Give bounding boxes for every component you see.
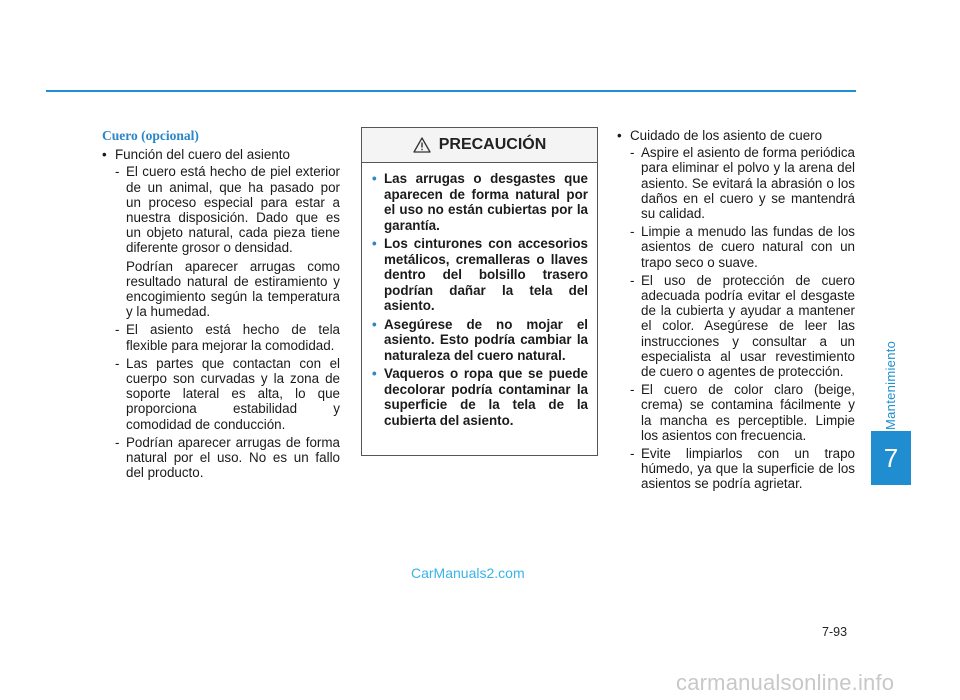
list-item-text: Evite limpiarlos con un trapo húmedo, ya que la superficie de los asientos se podría agrietar. [641,446,855,492]
caution-title: PRECAUCIÓN [438,136,547,153]
list-item-text: Limpie a menudo las fundas de los asientos de cuero natural con un trapo seco o suave. [641,224,855,270]
list-item-text: El cuero de color claro (beige, crema) se contamina fácilmente y la mancha es perceptible. Limpie los asientos con frecuencia. [641,382,855,443]
bullet-heading: • Cuidado de los asiento de cuero [617,128,855,143]
list-item [102,435,340,481]
caution-header [362,128,597,163]
list-item: - El cuero de color claro (beige, crema) se contamina fácilmente y la mancha es perceptible. Limpie los asientos con frecuencia. [630,382,855,443]
caution-item-text: Las arrugas o desgastes que aparecen de forma natural por el uso no están cubiertas por la garantía. [384,171,588,233]
caution-item: • Vaqueros o ropa que se puede decolorar podría contaminar la superficie de la tela de la cubierta del asiento. [372,366,588,428]
bullet-heading: • Función del cuero del asiento [102,147,340,162]
caution-item-text: Vaqueros o ropa que se puede decolorar podría contaminar la superficie de la tela de la cubierta del asiento. [384,366,588,428]
list-item-text: Las partes que contactan con el cuerpo son curvadas y la zona de soporte lateral es alta, lo que proporciona estabilidad y comodidad de conducción. [126,355,340,432]
caution-item: • Asegúrese de no mojar el asiento. Esto podría cambiar la naturaleza del cuero natural. [372,316,588,363]
list-item: - Aspire el asiento de forma periódica para eliminar el polvo y la arena del asiento. Se evitará la abrasión o los daños en el cuero y se mantendrá su calidad. [630,145,855,222]
list-item-text: El asiento está hecho de tela flexible para mejorar la comodidad. [126,322,340,353]
list-item-text: El cuero está hecho de piel exterior de un animal, que ha pasado por un proceso especial para estar a nuestra disposición. Dado que es un objeto natural, cada pieza tiene diferente grosor o densidad. [126,164,340,256]
list-item [102,322,340,352]
chapter-side-label: Mantenimiento [883,340,898,430]
chapter-number-tab: 7 [871,431,911,485]
dash-marker: - [115,434,120,450]
dash-marker: - [115,322,120,338]
page-number: 7-93 [822,625,848,639]
section-title: Cuero (opcional) [102,128,199,143]
right-column [617,128,855,495]
list-item-text: Aspire el asiento de forma periódica para eliminar el polvo y la arena del asiento. Se evitará la abrasión o los daños en el cuero y se mantendrá su calidad. [641,145,855,222]
list-item: - Evite limpiarlos con un trapo húmedo, ya que la superficie de los asientos se podría agrietar. [630,446,855,492]
caution-item: • Los cinturones con accesorios metálicos, cremalleras o llaves dentro del bolsillo trasero podrían dañar la tela del asiento. [372,236,588,313]
list-item-text: El uso de protección de cuero adecuada podría evitar el desgaste de la cubierta y ayudar a mantener el color. Asegúrese de leer las instrucciones y consultar a un especialista al usar revestimiento de cuero o agentes de protección. [641,272,855,380]
list-item [102,356,340,432]
list-item-text: Podrían aparecer arrugas como resultado natural de estiramiento y encogimiento según la temperatura y la humedad. [126,258,340,320]
caution-item: • Las arrugas o desgastes que aparecen de forma natural por el uso no están cubiertas por la garantía. [372,171,588,233]
list-item: - El uso de protección de cuero adecuada podría evitar el desgaste de la cubierta y ayudar a mantener el color. Asegúrese de leer las instrucciones y consultar a un especialista al usar revestimiento de cuero o agentes de protección. [630,272,855,380]
list-item-text: Podrían aparecer arrugas de forma natural por el uso. No es un fallo del producto. [126,434,340,481]
list-item: - Limpie a menudo las fundas de los asientos de cuero natural con un trapo seco o suave. [630,224,855,270]
left-column [102,128,340,483]
site-watermark: carmanualsonline.info [676,670,895,695]
warning-triangle-icon [413,137,431,153]
list-item [102,164,340,255]
caution-list [362,163,597,428]
header-rule [46,90,856,92]
caution-item-text: Los cinturones con accesorios metálicos, cremalleras o llaves dentro del bolsillo trasero podrían dañar la tela del asiento. [384,236,588,313]
caution-box [361,127,598,456]
dash-marker: - [115,355,120,371]
carmanuals-watermark: CarManuals2.com [411,565,525,581]
dash-marker: - [115,164,120,180]
caution-item-text: Asegúrese de no mojar el asiento. Esto podría cambiar la naturaleza del cuero natural. [384,316,588,363]
